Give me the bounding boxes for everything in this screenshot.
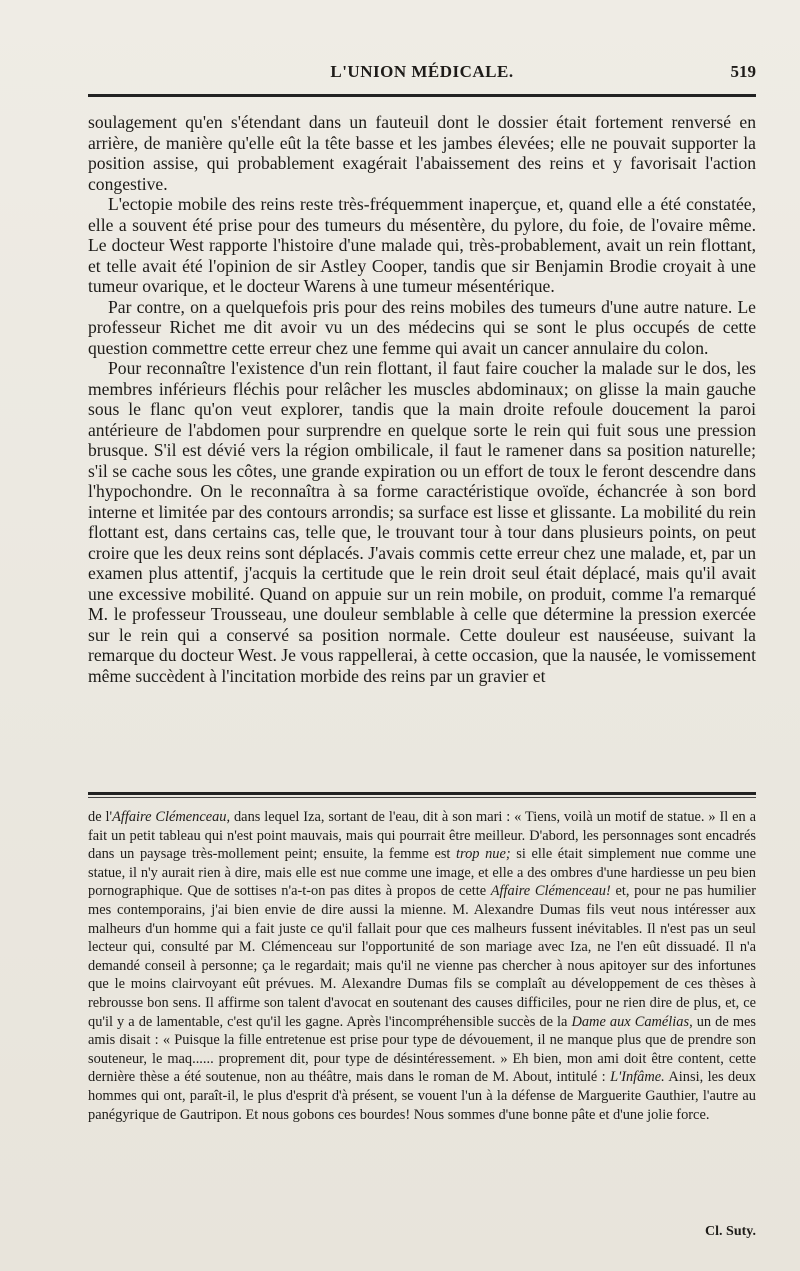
footnote-italic-title: L'Infâme. (610, 1069, 665, 1086)
footnote-italic-phrase: trop nue; (456, 846, 511, 863)
main-text (88, 112, 756, 686)
footnote-text (88, 808, 756, 1124)
paragraph-4: Pour reconnaître l'existence d'un rein flottant, il faut faire coucher la malade sur le dos, les membres inférieurs fléchis pour relâcher les muscles abdominaux; on glisse la main gauche sous le flanc qu'on veut explorer, tandis que la main droite refoule doucement la paroi antérieure de l'abdomen pour surprendre en quelque sorte le rein qui fuit sous une pression brusque. S'il est dévié vers la région ombilicale, il faut le ramener dans sa position naturelle; s'il se cache sous les côtes, une grande expiration ou un effort de toux le feront descendre dans l'hypochondre. On le reconnaîtra à sa forme caractéristique ovoïde, échancrée à son bord interne et limitée par des contours arrondis; sa surface est lisse et glissante. La mobilité du rein flottant est, dans certains cas, telle que, le trouvant tour à tour dans plusieurs points, on peut croire que les deux reins sont déplacés. J'avais commis cette erreur chez une malade, et, par un examen plus attentif, j'acquis la certitude que le rein droit seul était déplacé, mais qu'il avait une excessive mobilité. Quand on appuie sur un rein mobile, on produit, comme l'a remarqué M. le professeur Trousseau, une douleur semblable à celle que détermine la pression exercée sur le rein qui a conservé sa position normale. Cette douleur est nauséeuse, suivant la remarque du docteur West. Je vous rappellerai, à cette occasion, que la nausée, le vomissement même succèdent à l'incitation morbide des reins par un gravier et (88, 358, 756, 686)
footnote-separator (88, 792, 756, 798)
page-number: 519 (730, 62, 756, 81)
author-signature: Cl. Suty. (705, 1224, 756, 1239)
page-header (88, 62, 756, 92)
footnote-segment: de l' (88, 809, 113, 825)
footnote-segment: et, pour ne pas humilier mes contemporains, j'ai bien envie de dire aussi la mienne. M. Alexandre Dumas fils veut nous intéresser aux malheurs d'un homme qui a fait juste ce qu'il fallait pour que ces malheurs fussent inévitables. Il n'est pas un seul lecteur qui, consulté par M. Clémenceau sur l'opportunité de son mariage avec Iza, ne l'en eût dissuadé. Il n'a demandé conseil à personne; ça le regardait; mais qu'il ne vienne pas chercher à nous apitoyer sur des infortunes que le moins clairvoyant eût prévues. M. Alexandre Dumas fils se complaît au développement de ces thèses à rebrousse bon sens. Il affirme son talent d'avocat en soutenant des causes difficiles, pour ne rien dire de plus, et, ce qu'il y a de lamentable, c'est qu'il les gagne. Après l'incompréhensible succès de la (88, 883, 756, 1030)
paragraph-1: soulagement qu'en s'étendant dans un fauteuil dont le dossier était fortement renversé en arrière, de manière qu'elle eût la tête basse et les jambes élevées; elle ne pouvait supporter la position assise, qui probablement exagérait l'abaissement des reins et y favorisait l'action congestive. (88, 112, 756, 194)
footnote-segment: dans lequel Iza, sortant de l'eau, dit à son mari : « Tiens, voilà un motif de statue. » Il en a fait un petit tableau qui n'est point mauvais, mais qui pourrait être meilleur. D'abord, les personnages sont encadrés dans un paysage très-mollement peint; ensuite, la femme est (88, 809, 756, 863)
footnote-segment: Ainsi, les deux hommes qui ont, paraît-il, le plus d'esprit d'à présent, se vouent l'un à la défense de Marguerite Gauthier, l'autre au panégyrique de Gautripon. Et nous gobons ces bourdes! Nous sommes d'une bonne pâte et d'une jolie force. (88, 1069, 756, 1123)
footnote-segment: si elle était simplement nue comme une statue, il n'y aurait rien à dire, mais elle est nue comme une image, et elle a des ombres d'une hardiesse un peu bien pornographique. Que de sottises n'a-t-on pas dites à propos de cette (88, 846, 756, 900)
footnote-paragraph (88, 808, 756, 1124)
footnote-italic-title: Affaire Clémenceau! (490, 883, 611, 900)
paragraph-3: Par contre, on a quelquefois pris pour des reins mobiles des tumeurs d'une autre nature. Le professeur Richet me dit avoir vu un des médecins qui se sont le plus occupés de cette question commettre cette erreur chez une femme qui avait un cancer annulaire du colon. (88, 296, 756, 358)
paragraph-2: L'ectopie mobile des reins reste très-fréquemment inaperçue, et, quand elle a été constatée, elle a souvent été prise pour des tumeurs du mésentère, du pylore, du foie, de l'ovaire même. Le docteur West rapporte l'histoire d'une malade qui, très-probablement, avait un rein flottant, et telle avait été l'opinion de sir Astley Cooper, tandis que sir Benjamin Brodie croyait à une tumeur ovarique, et le docteur Warens à une tumeur mésentérique. (88, 194, 756, 296)
running-title: L'UNION MÉDICALE. (330, 62, 514, 81)
footnote-segment: un de mes amis disait : « Puisque la fille entretenue est prise pour type de dévouement, il ne manque plus que de prendre son souteneur, le maq...... proprement dit, pour type de désintéressement. » Eh bien, mon ami doit être content, cette dernière thèse a été soutenue, non au théâtre, mais dans le roman de M. About, intitulé : (88, 1013, 756, 1086)
header-rule (88, 94, 756, 97)
footnote-italic-title: Dame aux Camélias, (571, 1013, 693, 1030)
footnote-italic-title: Affaire Clémenceau, (112, 809, 231, 825)
